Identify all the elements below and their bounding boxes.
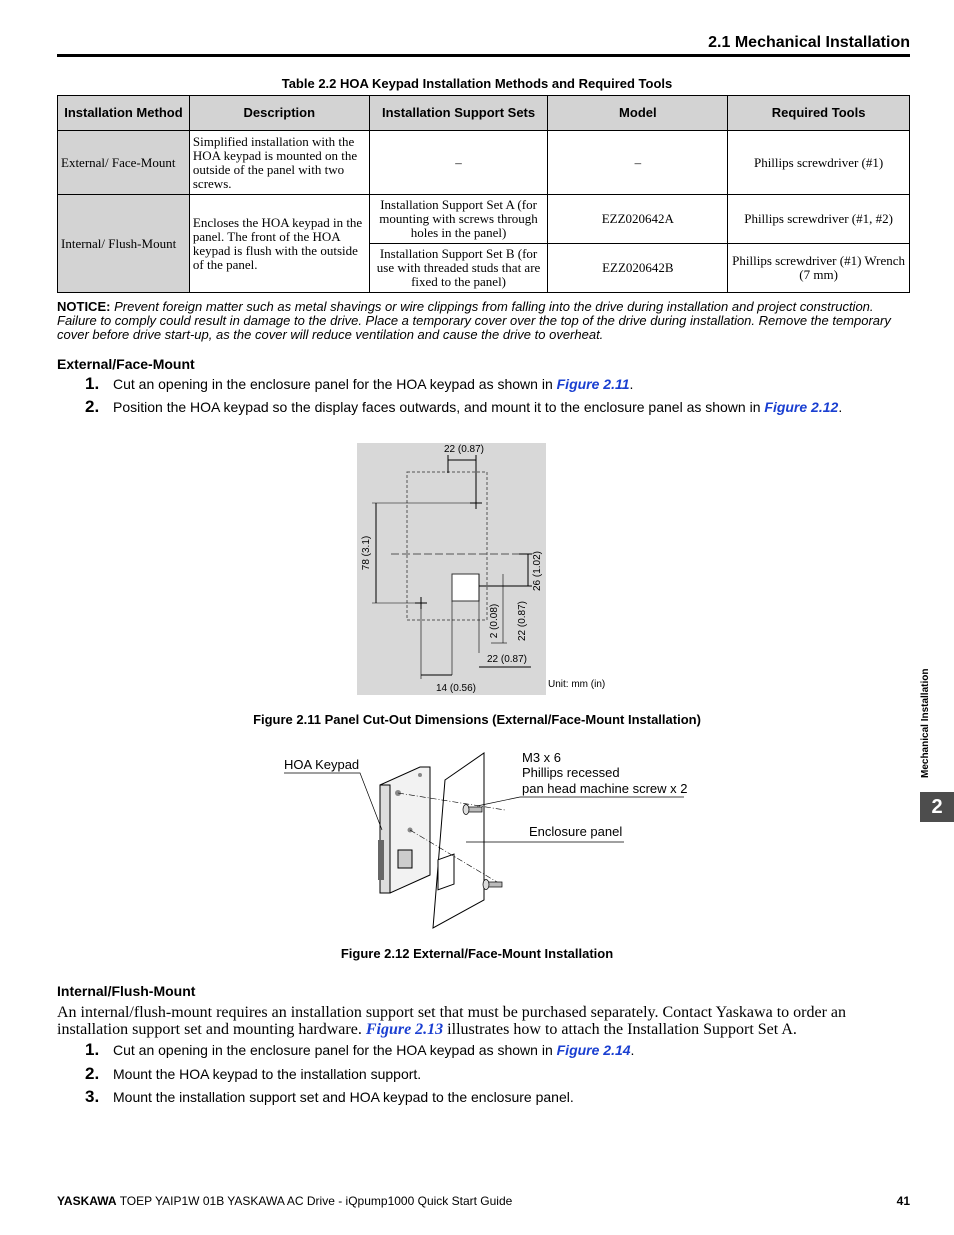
- dim-label-bottom-inner: 22 (0.87): [486, 654, 528, 665]
- step-text: Cut an opening in the enclosure panel for the HOA keypad as shown in: [113, 376, 557, 392]
- figure-2-12-caption: Figure 2.12 External/Face-Mount Installation: [340, 946, 614, 961]
- figure-2-12-mount-diagram: [270, 745, 700, 930]
- footer-doc: TOEP YAIP1W 01B YASKAWA AC Drive - iQpump1000 Quick Start Guide: [116, 1194, 513, 1208]
- step-end: .: [630, 1042, 635, 1058]
- notice-block: [57, 300, 910, 342]
- header-method: Installation Method: [58, 96, 190, 131]
- heading-external: External/Face-Mount: [57, 356, 195, 372]
- cell-support-set: –: [369, 131, 548, 195]
- step-end: .: [629, 376, 634, 392]
- page-number: 41: [896, 1194, 910, 1208]
- screw-icon: [483, 880, 502, 890]
- cell-model: EZZ020642B: [548, 244, 728, 293]
- cell-method: Internal/ Flush-Mount: [58, 195, 190, 293]
- enclosure-panel: [433, 753, 484, 928]
- para-text: illustrates how to attach the Installation Support Set A.: [443, 1021, 797, 1038]
- table-row: [58, 195, 910, 244]
- step-text: Mount the installation support set and HOA keypad to the enclosure panel.: [113, 1089, 574, 1105]
- keypad-screw-hole: [418, 773, 422, 777]
- cell-support-set: Installation Support Set A (for mounting with screws through holes in the panel): [369, 195, 548, 244]
- keypad-connector: [378, 840, 384, 880]
- cell-method: External/ Face-Mount: [58, 131, 190, 195]
- header-tools: Required Tools: [728, 96, 910, 131]
- section-title: 2.1 Mechanical Installation: [708, 34, 910, 51]
- step-number: 3.: [85, 1087, 100, 1106]
- table-caption: Table 2.2 HOA Keypad Installation Methods and Required Tools: [281, 76, 673, 91]
- dim-label-small: 2 (0.08): [489, 603, 500, 639]
- panel-cutout: [438, 854, 454, 890]
- internal-step-2: [85, 1065, 905, 1083]
- hoa-install-table: [57, 95, 910, 293]
- dim-label-right: 26 (1.02): [532, 550, 543, 592]
- cell-model: EZZ020642A: [548, 195, 728, 244]
- para-text: An internal/flush-mount requires an installation support set that must be purchased separately. Contact Yaskawa to order an installation support set and mounting hardware.: [57, 1004, 846, 1038]
- step-end: .: [838, 399, 843, 415]
- step-number: 2.: [85, 1064, 100, 1083]
- dim-label-left: 78 (3.1): [361, 535, 372, 571]
- cell-description: Encloses the HOA keypad in the panel. The front of the HOA keypad is flush with the outside of the panel.: [189, 195, 369, 293]
- link-figure-2-11[interactable]: Figure 2.11: [556, 376, 630, 392]
- internal-step-3: [85, 1088, 905, 1106]
- keypad-jack: [398, 850, 412, 868]
- table-row: [58, 131, 910, 195]
- label-screw-3: pan head machine screw x 2: [522, 781, 688, 796]
- header-model: Model: [548, 96, 728, 131]
- internal-step-1: [85, 1041, 905, 1059]
- cell-description: Simplified installation with the HOA keypad is mounted on the outside of the panel with two screws.: [189, 131, 369, 195]
- leader-keypad: [284, 773, 382, 830]
- header-support-sets: Installation Support Sets: [369, 96, 548, 131]
- step-number: 1.: [85, 1040, 100, 1059]
- dim-label-bottom: 14 (0.56): [435, 683, 477, 694]
- cell-tools: Phillips screwdriver (#1): [728, 131, 910, 195]
- external-step-1: [85, 375, 905, 393]
- dim-label-top: 22 (0.87): [443, 444, 485, 455]
- notice-label: NOTICE:: [57, 299, 111, 314]
- cell-tools: Phillips screwdriver (#1, #2): [728, 195, 910, 244]
- footer-brand: YASKAWA: [57, 1194, 117, 1208]
- label-screw-2: Phillips recessed: [522, 765, 620, 780]
- step-text: Mount the HOA keypad to the installation support.: [113, 1066, 422, 1082]
- label-hoa-keypad: HOA Keypad: [284, 757, 360, 772]
- step-number: 1.: [85, 374, 100, 393]
- internal-paragraph: [57, 1004, 910, 1038]
- cell-tools: Phillips screwdriver (#1) Wrench (7 mm): [728, 244, 910, 293]
- chapter-tab[interactable]: 2: [920, 792, 954, 822]
- footer: [57, 1194, 512, 1208]
- step-text: Cut an opening in the enclosure panel for the HOA keypad as shown in: [113, 1042, 557, 1058]
- step-text: Position the HOA keypad so the display faces outwards, and mount it to the enclosure panel as shown in: [113, 399, 765, 415]
- side-tab-label: Mechanical Installation: [920, 668, 931, 778]
- external-step-2: [85, 398, 905, 416]
- label-screw-1: M3 x 6: [522, 750, 562, 765]
- notice-text: Prevent foreign matter such as metal shavings or wire clippings from falling into the drive during installation and project construction. Failure to comply could result in damage to the drive. Place a temporary cover over the top of the drive during installation. Remove the temporary cover before drive start-up, as the cover will reduce ventilation and cause the drive to overheat.: [57, 299, 891, 342]
- link-figure-2-12[interactable]: Figure 2.12: [764, 399, 839, 415]
- cutout-square: [452, 574, 479, 601]
- cell-support-set: Installation Support Set B (for use with threaded studs that are fixed to the panel): [369, 244, 548, 293]
- heading-internal: Internal/Flush-Mount: [57, 983, 196, 999]
- label-enclosure-panel: Enclosure panel: [529, 824, 623, 839]
- figure-2-11-caption: Figure 2.11 Panel Cut-Out Dimensions (External/Face-Mount Installation): [253, 712, 701, 727]
- link-figure-2-13[interactable]: Figure 2.13: [365, 1021, 444, 1038]
- cell-model: –: [548, 131, 728, 195]
- header-description: Description: [189, 96, 369, 131]
- figure-2-11-cutout-diagram: [357, 443, 617, 695]
- step-number: 2.: [85, 397, 100, 416]
- table-header-row: [58, 96, 910, 131]
- dim-label-vertical: 22 (0.87): [517, 600, 528, 642]
- side-tab[interactable]: [920, 648, 938, 778]
- unit-label: Unit: mm (in): [548, 679, 606, 690]
- link-figure-2-14[interactable]: Figure 2.14: [556, 1042, 631, 1058]
- header-rule: [57, 54, 910, 57]
